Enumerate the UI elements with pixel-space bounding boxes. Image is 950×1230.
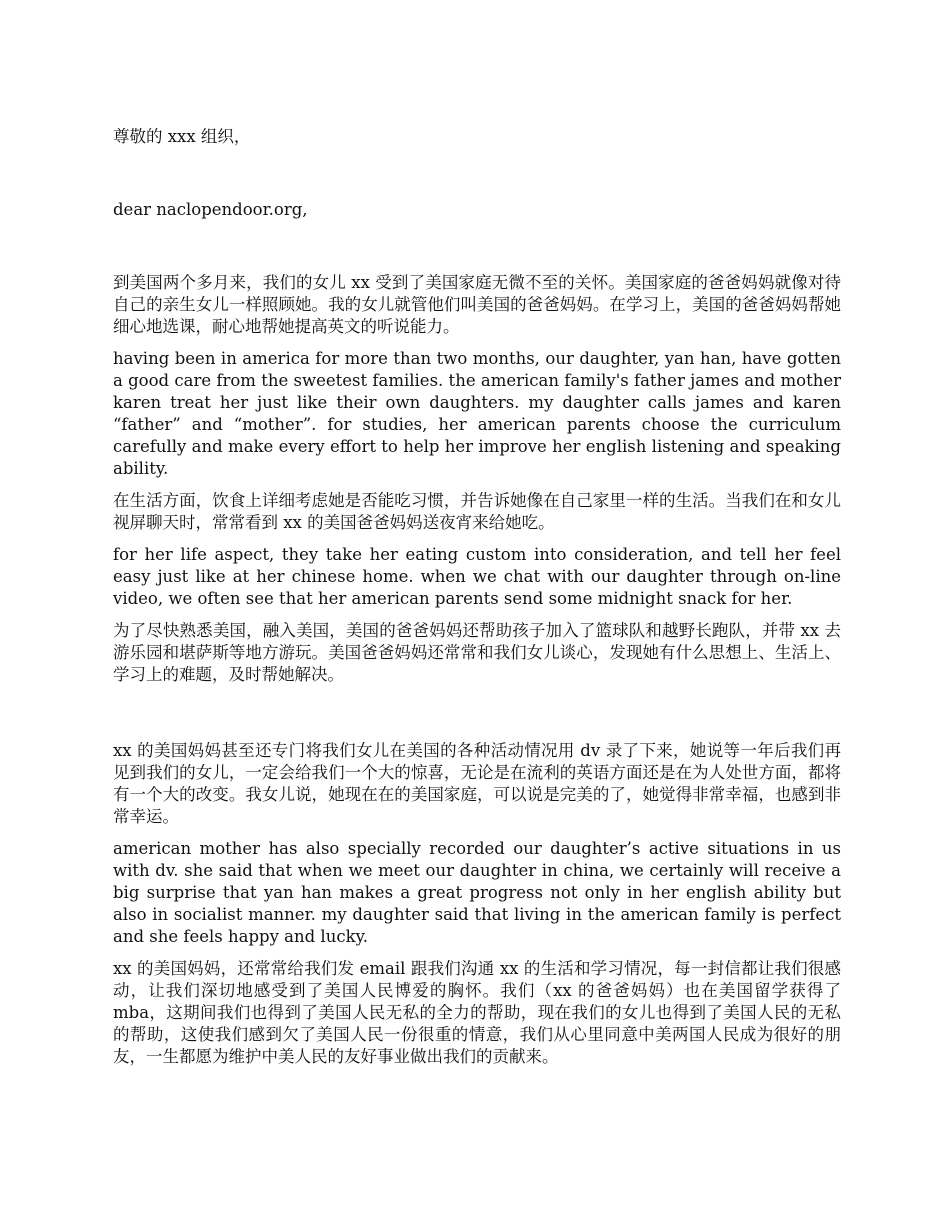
salutation-chinese: 尊敬的 xxx 组织， [113,127,251,146]
paragraph-chinese-4: xx 的美国妈妈甚至还专门将我们女儿在美国的各种活动情况用 dv 录了下来，她说等一年后我们再见到我们的女儿，一定会给我们一个大的惊喜，无论是在流利的英语方面还是在为人处世方面，都将有一个大的改变。我女儿说，她现在在的美国家庭，可以说是完美的了，她觉得非常幸福，也感到非常幸运。 [113,741,841,826]
paragraph-chinese-2: 在生活方面，饮食上详细考虑她是否能吃习惯，并告诉她像在自己家里一样的生活。当我们在和女儿视屏聊天时，常常看到 xx 的美国爸爸妈妈送夜宵来给她吃。 [113,491,841,532]
paragraph-chinese-5: xx 的美国妈妈，还常常给我们发 email 跟我们沟通 xx 的生活和学习情况，每一封信都让我们很感动，让我们深切地感受到了美国人民博爱的胸怀。我们（xx 的爸爸妈妈）也在美国留学获得了 mba，这期间我们也得到了美国人民无私的全力的帮助，现在我们的女儿也得到了美国人民的无私的帮助，这使我们感到欠了美国人民一份很重的情意，我们从心里同意中美两国人民成为很好的朋友，一生都愿为维护中美人民的友好事业做出我们的贡献来。 [113,959,841,1066]
paragraph-english-1: having been in america for more than two months, our daughter, yan han, have gotten a good care from the sweetest families. the american family's father james and mother karen treat her just like their own daughters. my daughter calls james and karen “father” and “mother”. for studies, her american parents choose the curriculum carefully and make every effort to help her improve her english listening and speaking ability. [113,349,841,478]
paragraph-english-4: american mother has also specially recorded our daughter’s active situations in us with dv. she said that when we meet our daughter in china, we certainly will receive a big surprise that yan han makes a great progress not only in her english ability but also in socialist manner. my daughter said that living in the american family is perfect and she feels happy and lucky. [113,839,841,946]
paragraph-chinese-1: 到美国两个多月来，我们的女儿 xx 受到了美国家庭无微不至的关怀。美国家庭的爸爸妈妈就像对待自己的亲生女儿一样照顾她。我的女儿就管他们叫美国的爸爸妈妈。在学习上，美国的爸爸妈妈帮她细心地选课，耐心地帮她提高英文的听说能力。 [113,273,841,336]
letter-body [113,126,841,1078]
paragraph-chinese-3: 为了尽快熟悉美国，融入美国，美国的爸爸妈妈还帮助孩子加入了篮球队和越野长跑队，并带 xx 去游乐园和堪萨斯等地方游玩。美国爸爸妈妈还常常和我们女儿谈心，发现她有什么思想上、生活上、学习上的难题，及时帮她解决。 [113,621,841,684]
paragraph-english-2: for her life aspect, they take her eating custom into consideration, and tell her feel easy just like at her chinese home. when we chat with our daughter through on-line video, we often see that her american parents send some midnight snack for her. [113,545,841,608]
salutation-english: dear naclopendoor.org, [113,200,308,219]
